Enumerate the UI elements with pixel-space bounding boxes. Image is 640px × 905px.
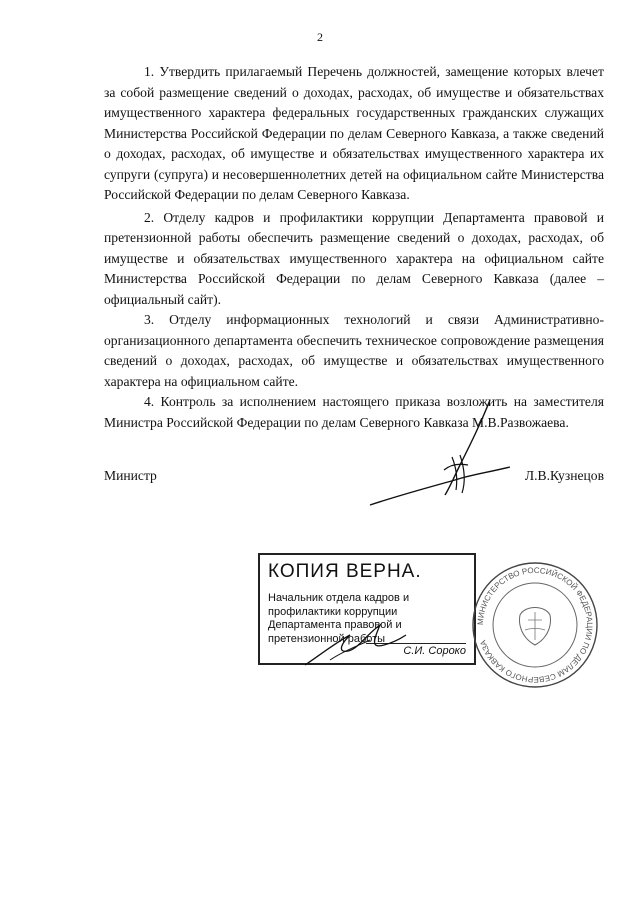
page-number: 2	[317, 30, 323, 44]
paragraph-1: 1. Утвердить прилагаемый Перечень должностей, замещение которых влечет за собой размещение сведений о доходах, расходах, об имуществе и обязательствах имущественного характера федеральных государственных гражданских служащих Министерства Российской Федерации по делам Северного Кавказа, а также сведений о доходах, расходах, об имуществе и обязательствах имущественного характера их супруги (супруга) и несовершеннолетних детей на официальном сайте Министерства Российской Федерации по делам Северного Кавказа.	[104, 64, 604, 202]
document-body	[104, 62, 604, 433]
paragraph-2: 2. Отделу кадров и профилактики коррупции Департамента правовой и претензионной работы обеспечить размещение сведений о доходах, расходах, об имуществе и обязательствах имущественного характера на официальном сайте Министерства Российской Федерации по делам Северного Кавказа (далее – официальный сайт).	[104, 209, 604, 307]
stamp-name: С.И. Сороко	[366, 643, 466, 657]
stamp-text: Начальник отдела кадров и профилактики коррупции Департамента правовой и претензионной работы	[268, 592, 410, 645]
minister-signature	[360, 395, 520, 515]
stamp-heading: КОПИЯ ВЕРНА.	[268, 561, 422, 582]
paragraph-4: 4. Контроль за исполнением настоящего приказа возложить на заместителя Министра Российской Федерации по делам Северного Кавказа М.В.Развожаева.	[104, 394, 604, 430]
svg-text:МИНИСТЕРСТВО РОССИЙСКОЙ ФЕДЕРА: МИНИСТЕРСТВО РОССИЙСКОЙ ФЕДЕРАЦИИ ПО ДЕЛАМ СЕВЕРНОГО КАВКАЗА	[475, 565, 595, 685]
paragraph-3: 3. Отделу информационных технологий и связи Административно-организационного департамента обеспечить техническое сопровождение размещения сведений о доходах, расходах, об имуществе и обязательствах имущественного характера на официальном сайте.	[104, 312, 604, 389]
signer-name: Л.В.Кузнецов	[524, 468, 604, 483]
official-seal	[470, 560, 600, 690]
stamp-signature	[300, 615, 410, 670]
signer-title: Министр	[104, 468, 157, 483]
